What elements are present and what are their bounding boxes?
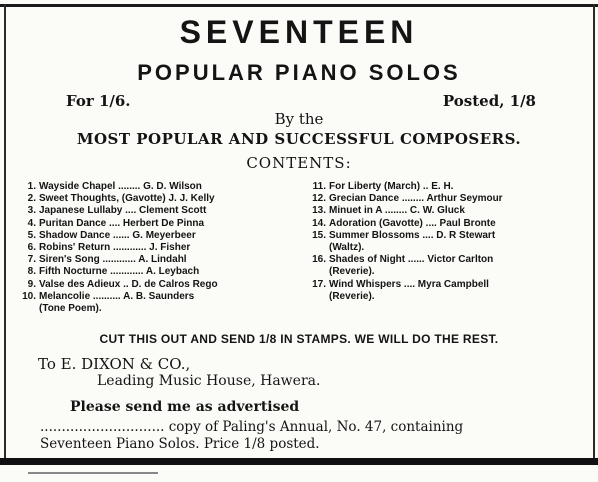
please-send-line: Please send me as advertised — [70, 399, 300, 415]
ad-subtitle: POPULAR PIANO SOLOS — [137, 60, 461, 85]
list-item: 14. Adoration (Gavotte) .... Paul Bronte — [312, 217, 496, 229]
list-item-subtitle: (Reverie). — [329, 290, 375, 302]
list-item: 5. Shadow Dance ...... G. Meyerbeer — [27, 229, 196, 241]
by-the-text: By the — [274, 110, 324, 128]
composers-heading: MOST POPULAR AND SUCCESSFUL COMPOSERS. — [76, 130, 522, 148]
posted-price-label: Posted, 1/8 — [442, 92, 536, 110]
address-line: Leading Music House, Hawera. — [97, 373, 321, 389]
list-item-subtitle: (Reverie). — [329, 266, 375, 278]
list-item: 7. Siren's Song ............ A. Lindahl — [27, 254, 187, 266]
list-item: 13. Minuet in A ........ C. W. Gluck — [312, 205, 465, 217]
bottom-fragment-rule — [28, 472, 158, 474]
list-item: 3. Japanese Lullaby .... Clement Scott — [27, 205, 207, 217]
list-item: 4. Puritan Dance .... Herbert De Pinna — [27, 217, 205, 229]
contents-list-left — [22, 181, 302, 315]
list-item: 8. Fifth Nocturne ............ A. Leybach — [27, 266, 200, 278]
list-item: 6. Robins' Return ............ J. Fisher — [27, 242, 191, 254]
contents-heading: CONTENTS: — [246, 154, 352, 172]
list-item: 1. Wayside Chapel ........ G. D. Wilson — [27, 181, 202, 192]
ad-title: SEVENTEEN — [179, 14, 419, 50]
bottom-border-rule — [0, 458, 598, 465]
addressee-line: To E. DIXON & CO., — [38, 355, 191, 373]
contents-list-right — [312, 181, 592, 303]
list-item: 12. Grecian Dance ........ Arthur Seymour — [312, 193, 503, 205]
list-item-subtitle: (Waltz). — [329, 242, 365, 254]
price-label: For 1/6. — [66, 92, 131, 110]
top-border-rule — [0, 4, 598, 7]
order-form-line: ............................. copy of Paling's Annual, No. 47, containing — [40, 419, 464, 435]
list-item: 2. Sweet Thoughts, (Gavotte) J. J. Kelly — [27, 193, 215, 205]
order-form-line-2: Seventeen Piano Solos. Price 1/8 posted. — [40, 436, 320, 452]
list-item: 9. Valse des Adieux .. D. de Calros Rego — [27, 278, 218, 290]
list-item: 11. For Liberty (March) .. E. H. — [312, 181, 454, 192]
list-item: 10. Melancolie .......... A. B. Saunders — [22, 290, 195, 302]
cut-out-instruction: CUT THIS OUT AND SEND 1/8 IN STAMPS. WE WILL DO THE REST. — [99, 332, 499, 346]
list-item: 17. Wind Whispers .... Myra Campbell — [312, 278, 489, 290]
list-item: 16. Shades of Night ...... Victor Carlton — [312, 254, 494, 266]
list-item: 15. Summer Blossoms .... D. R Stewart — [312, 229, 496, 241]
list-item-subtitle: (Tone Poem). — [39, 303, 102, 315]
